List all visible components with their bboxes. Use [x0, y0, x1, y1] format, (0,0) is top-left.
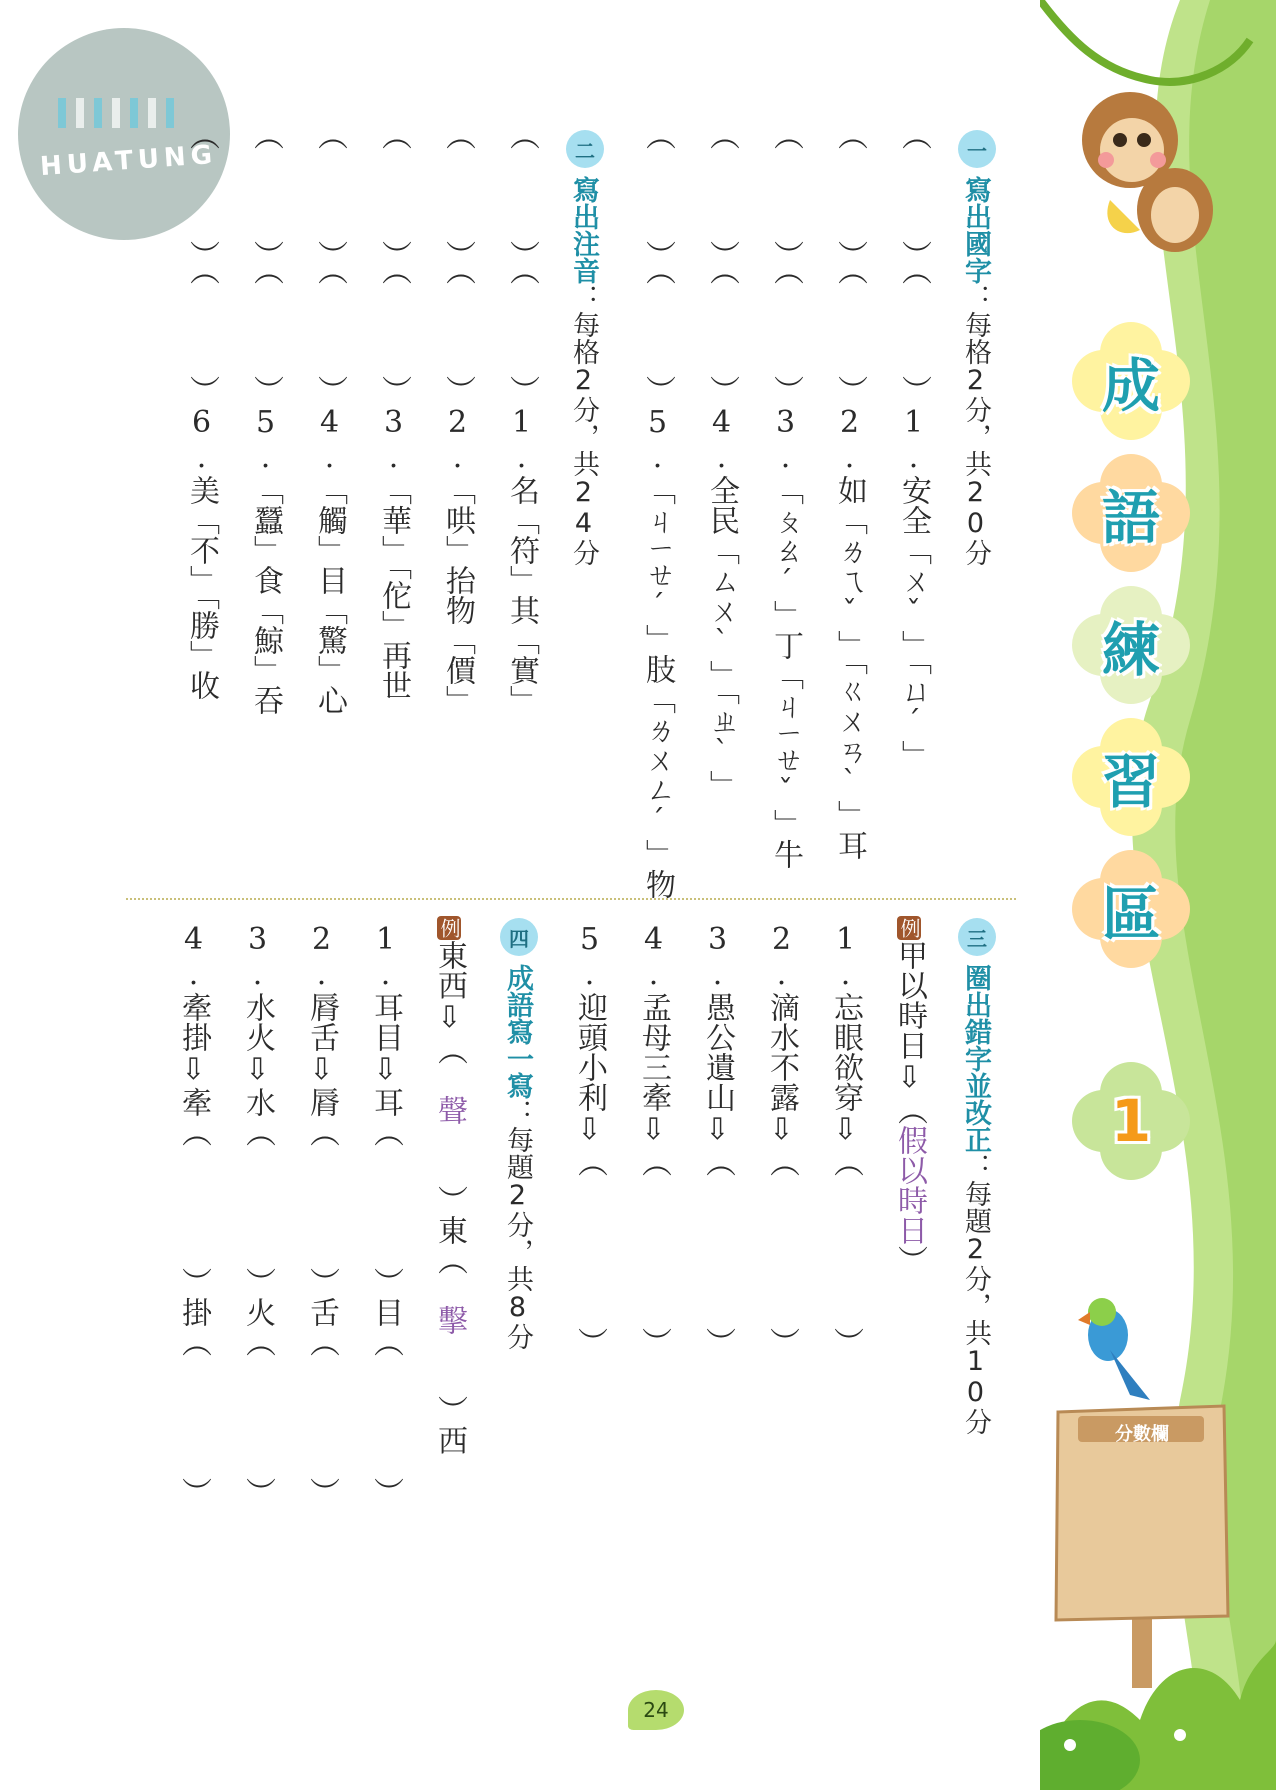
list-item: （ ）（ ）1.名「符」其「實」 — [504, 120, 539, 715]
section1-title — [958, 176, 992, 696]
list-item: 3.水火⇩水（ ）火（ ） — [240, 922, 275, 1507]
title-char: 成 — [1101, 352, 1160, 420]
title-number: 1 — [1110, 1087, 1152, 1155]
list-item: （ ）（ ）2.「哄」抬物「價」 — [440, 120, 475, 715]
score-label: 分數欄 — [1115, 1424, 1169, 1445]
list-item: （ ）（ ）5.「ㄐㄧㄝˊ」肢「ㄌㄨㄥˊ」物 — [640, 120, 675, 899]
title-char: 練 — [1101, 616, 1160, 684]
section4-badge: 四 — [500, 918, 538, 956]
section3-score: ：每題2分，共10分 — [960, 1153, 991, 1435]
section2-badge: 二 — [566, 130, 604, 168]
list-item: （ ）（ ）3.「ㄆㄠˊ」丁「ㄐㄧㄝˇ」牛 — [768, 120, 803, 869]
list-item: 1.忘眼欲穿⇩（ ） — [828, 922, 863, 1357]
example-answer: 聲 — [432, 1095, 467, 1125]
list-item: 5.迎頭小利⇩（ ） — [572, 922, 607, 1357]
section-divider — [126, 898, 1016, 900]
section4-score: ：每題2分，共8分 — [502, 1099, 533, 1350]
list-item: （ ）（ ）4.全民「ㄙㄨˋ」「ㄓˋ」 — [704, 120, 739, 800]
section2-score: ：每格2分，共24分 — [568, 284, 599, 566]
title-flower-5 — [1072, 850, 1190, 968]
title-flower-1 — [1072, 322, 1190, 440]
list-item: 4.牽掛⇩牽（ ）掛（ ） — [176, 922, 211, 1507]
section4-title — [500, 964, 534, 1444]
title-char: 區 — [1101, 880, 1160, 948]
example-tag: 例 — [897, 918, 921, 938]
list-item: 4.孟母三牽⇩（ ） — [636, 922, 671, 1357]
title-flower-2 — [1072, 454, 1190, 572]
section2-heading: 寫出注音 — [568, 176, 599, 284]
page-number: 24 — [628, 1690, 684, 1730]
section3-title — [958, 964, 992, 1524]
list-item: 1.耳目⇩耳（ ）目（ ） — [368, 922, 403, 1507]
section1-heading: 寫出國字 — [960, 176, 991, 284]
list-item: （ ）（ ）1.安全「ㄨˇ」「ㄩˊ」 — [896, 120, 931, 770]
title-flower-6 — [1072, 1062, 1190, 1180]
list-item: 2.脣舌⇩脣（ ）舌（ ） — [304, 922, 339, 1507]
list-item: （ ）（ ）6.美「不」「勝」收 — [184, 120, 219, 700]
list-item: （ ）（ ）5.「蠶」食「鯨」吞 — [248, 120, 283, 715]
list-item: 3.愚公遺山⇩（ ） — [700, 922, 735, 1357]
section3-badge: 三 — [958, 918, 996, 956]
section1-badge: 一 — [958, 130, 996, 168]
title-flower-3 — [1072, 586, 1190, 704]
example-answer: 假以時日 — [892, 1125, 927, 1245]
example-row: 例甲以時日⇩（假以時日） — [892, 918, 927, 1275]
example-row: 例東西⇩（ 聲 ）東（ 擊 ）西 — [432, 918, 467, 1455]
list-item: （ ）（ ）2.如「ㄌㄟˇ」「ㄍㄨㄢˋ」耳 — [832, 120, 867, 860]
list-item: 2.滴水不露⇩（ ） — [764, 922, 799, 1357]
example-tag: 例 — [437, 918, 461, 938]
section1-score: ：每格2分，共20分 — [960, 284, 991, 566]
logo-stripes — [58, 98, 198, 134]
logo-text: HUATUNG — [39, 139, 218, 183]
section3-heading: 圈出錯字並改正 — [960, 964, 991, 1153]
list-item: （ ）（ ）3.「華」「佗」再世 — [376, 120, 411, 700]
title-char: 語 — [1101, 484, 1160, 552]
title-char: 習 — [1101, 748, 1160, 816]
section4-heading: 成語寫一寫 — [502, 964, 533, 1099]
list-item: （ ）（ ）4.「觸」目「驚」心 — [312, 120, 347, 715]
title-flower-4 — [1072, 718, 1190, 836]
example-answer: 擊 — [432, 1305, 467, 1335]
section2-title — [566, 176, 600, 656]
